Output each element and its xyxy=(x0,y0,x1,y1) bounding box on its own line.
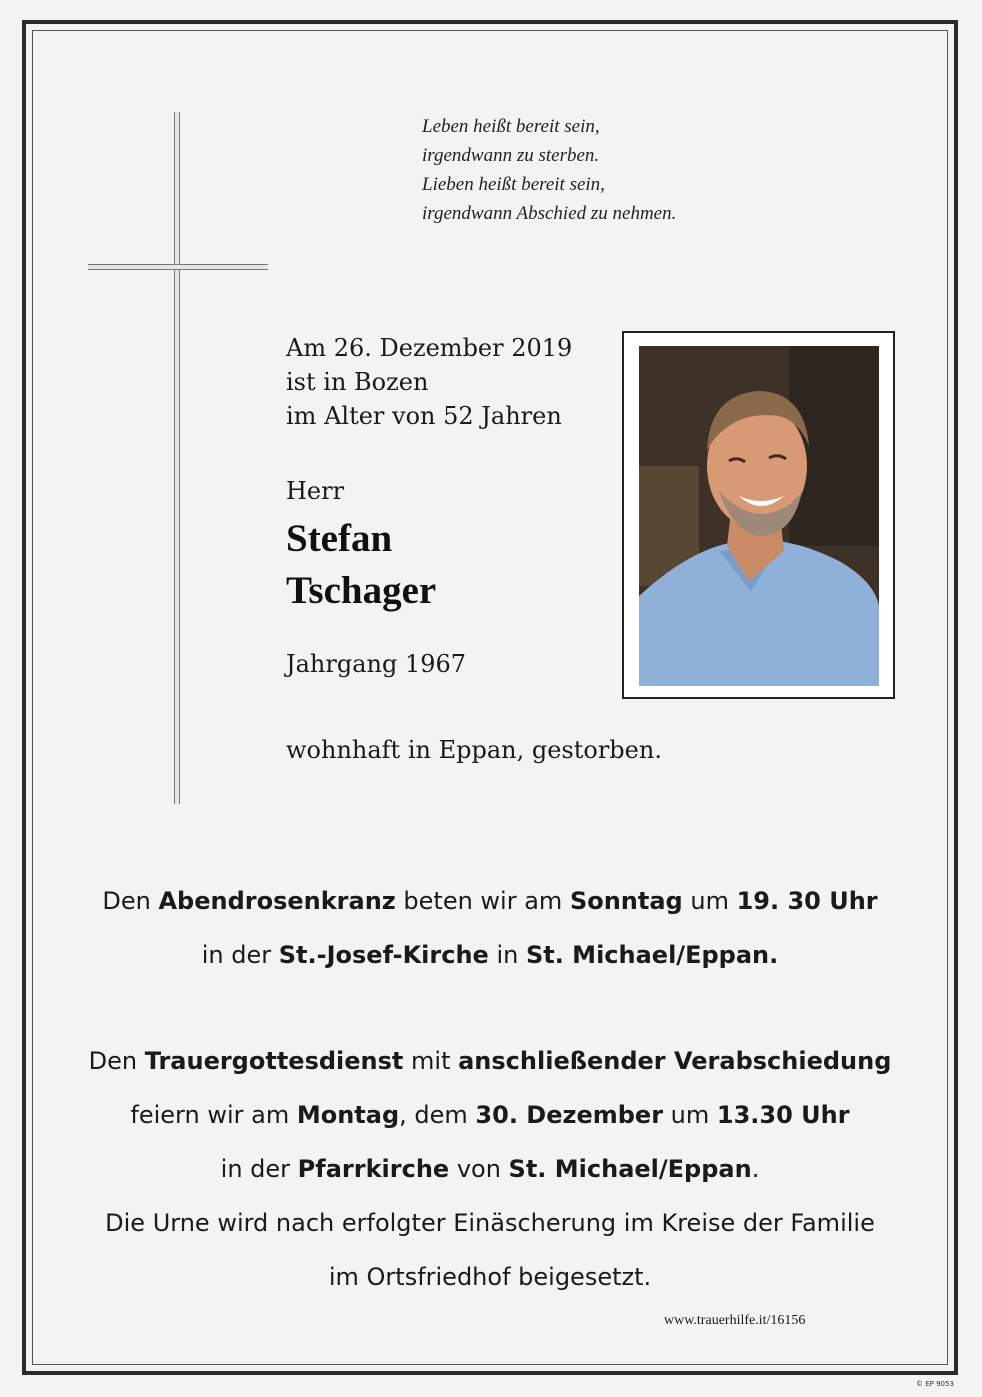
motto-line: irgendwann zu sterben. xyxy=(422,145,600,166)
motto-verse xyxy=(422,112,676,228)
portrait-illustration xyxy=(639,346,879,686)
funeral-line-4: Die Urne wird nach erfolgter Einäscherung im Kreise der Familie xyxy=(105,1209,875,1237)
funeral-line-1: Den Trauergottesdienst mit anschließender Verabschiedung xyxy=(88,1047,892,1075)
death-info xyxy=(286,331,572,433)
motto-line: Leben heißt bereit sein, xyxy=(422,116,600,137)
first-name: Stefan xyxy=(286,517,393,560)
last-name: Tschager xyxy=(286,569,437,612)
motto-line: Lieben heißt bereit sein, xyxy=(422,174,605,195)
rosary-line-1: Den Abendrosenkranz beten wir am Sonntag um 19. 30 Uhr xyxy=(102,887,878,915)
copyright-note: © EP 9053 xyxy=(916,1380,954,1388)
cross-horizontal-beam xyxy=(88,264,268,271)
death-age: im Alter von 52 Jahren xyxy=(286,402,562,430)
funeral-line-5: im Ortsfriedhof beigesetzt. xyxy=(328,1263,652,1291)
deceased-name xyxy=(286,513,436,617)
funeral-line-3: in der Pfarrkirche von St. Michael/Eppan. xyxy=(220,1155,760,1183)
rosary-announcement xyxy=(40,874,940,982)
death-date: Am 26. Dezember 2019 xyxy=(286,334,573,362)
funeral-line-2: feiern wir am Montag, dem 30. Dezember um 13.30 Uhr xyxy=(130,1101,850,1129)
birth-year: Jahrgang 1967 xyxy=(286,650,467,678)
cross-vertical-beam xyxy=(174,112,181,804)
funeral-announcement xyxy=(40,1034,940,1304)
motto-line: irgendwann Abschied zu nehmen. xyxy=(422,203,677,224)
residence: wohnhaft in Eppan, gestorben. xyxy=(286,736,662,764)
death-place: ist in Bozen xyxy=(286,368,429,396)
salutation: Herr xyxy=(286,477,345,505)
website-link[interactable]: www.trauerhilfe.it/16156 xyxy=(664,1313,806,1328)
portrait-photo xyxy=(639,346,879,686)
rosary-line-2: in der St.-Josef-Kirche in St. Michael/Eppan. xyxy=(201,941,779,969)
